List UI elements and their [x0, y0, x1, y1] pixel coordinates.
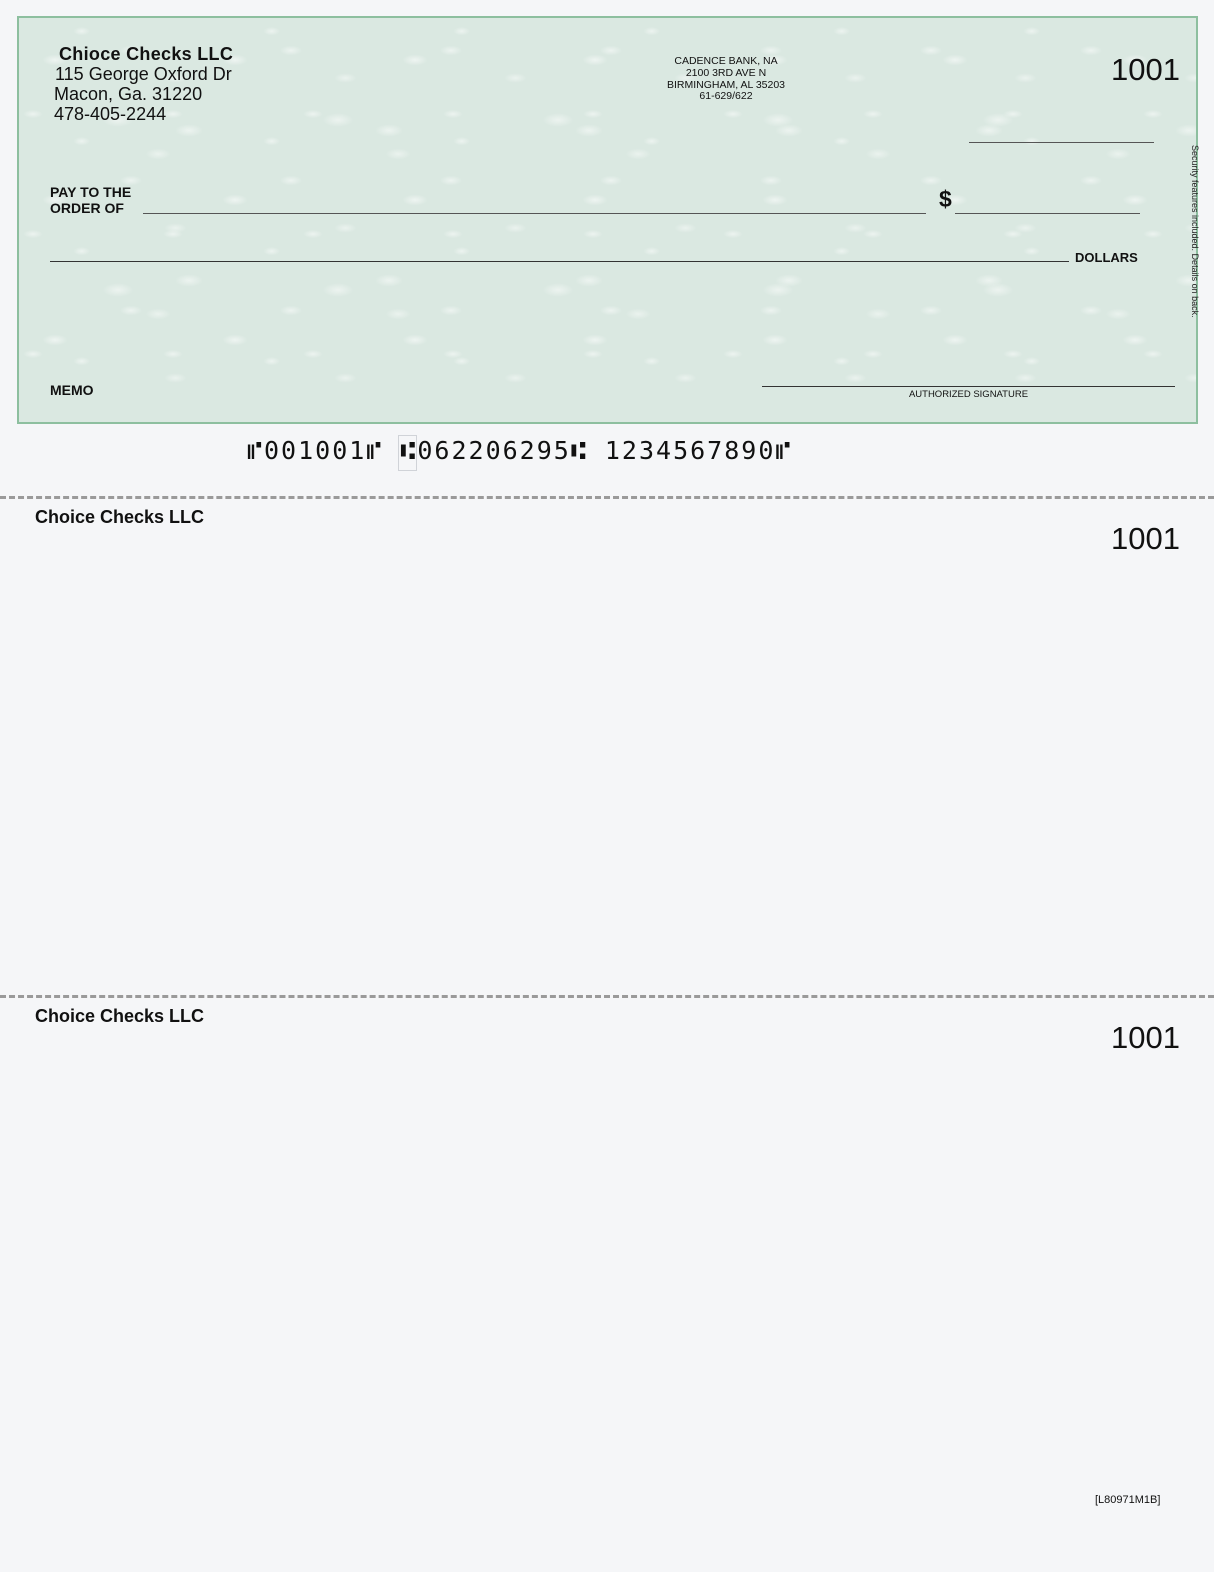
- payee-line[interactable]: [143, 213, 926, 214]
- security-note: Security features included. Details on back.: [1190, 145, 1200, 318]
- company-phone: 478-405-2244: [54, 104, 167, 124]
- company-address-line1: 115 George Oxford Dr: [55, 64, 232, 84]
- check-number: 1001: [1111, 52, 1180, 87]
- stub-check-number: 1001: [1111, 1020, 1180, 1055]
- bank-fraction: 61-629/622: [699, 90, 753, 103]
- dollar-sign: $: [939, 186, 952, 212]
- bank-address1: 2100 3RD AVE N: [685, 66, 767, 79]
- form-code: [L80971M1B]: [1095, 1494, 1161, 1506]
- amount-line[interactable]: [955, 213, 1140, 214]
- perforation-line: [0, 496, 1214, 499]
- bank-info: [646, 56, 806, 103]
- stub-company-name: Choice Checks LLC: [35, 507, 205, 527]
- company-name: Chioce Checks LLC: [59, 44, 234, 64]
- micr-line: ⑈001001⑈ ⑆062206295⑆ 1234567890⑈: [247, 436, 793, 465]
- dollars-label: DOLLARS: [1075, 250, 1138, 265]
- perforation-line: [0, 995, 1214, 998]
- amount-words-line[interactable]: [50, 261, 1069, 262]
- stub-check-number: 1001: [1111, 521, 1180, 556]
- company-address-line2: Macon, Ga. 31220: [54, 84, 203, 104]
- pay-to-label: [50, 184, 131, 216]
- bank-address2: BIRMINGHAM, AL 35203: [666, 78, 786, 91]
- stub-company-name: Choice Checks LLC: [35, 1006, 205, 1026]
- memo-label: MEMO: [50, 382, 94, 398]
- date-line[interactable]: [969, 142, 1154, 143]
- signature-label: AUTHORIZED SIGNATURE: [908, 389, 1029, 400]
- pay-to-label-line2: ORDER OF: [50, 200, 124, 216]
- signature-line[interactable]: [762, 386, 1175, 387]
- bank-name: CADENCE BANK, NA: [674, 55, 778, 67]
- pay-to-label-line1: PAY TO THE: [50, 184, 132, 200]
